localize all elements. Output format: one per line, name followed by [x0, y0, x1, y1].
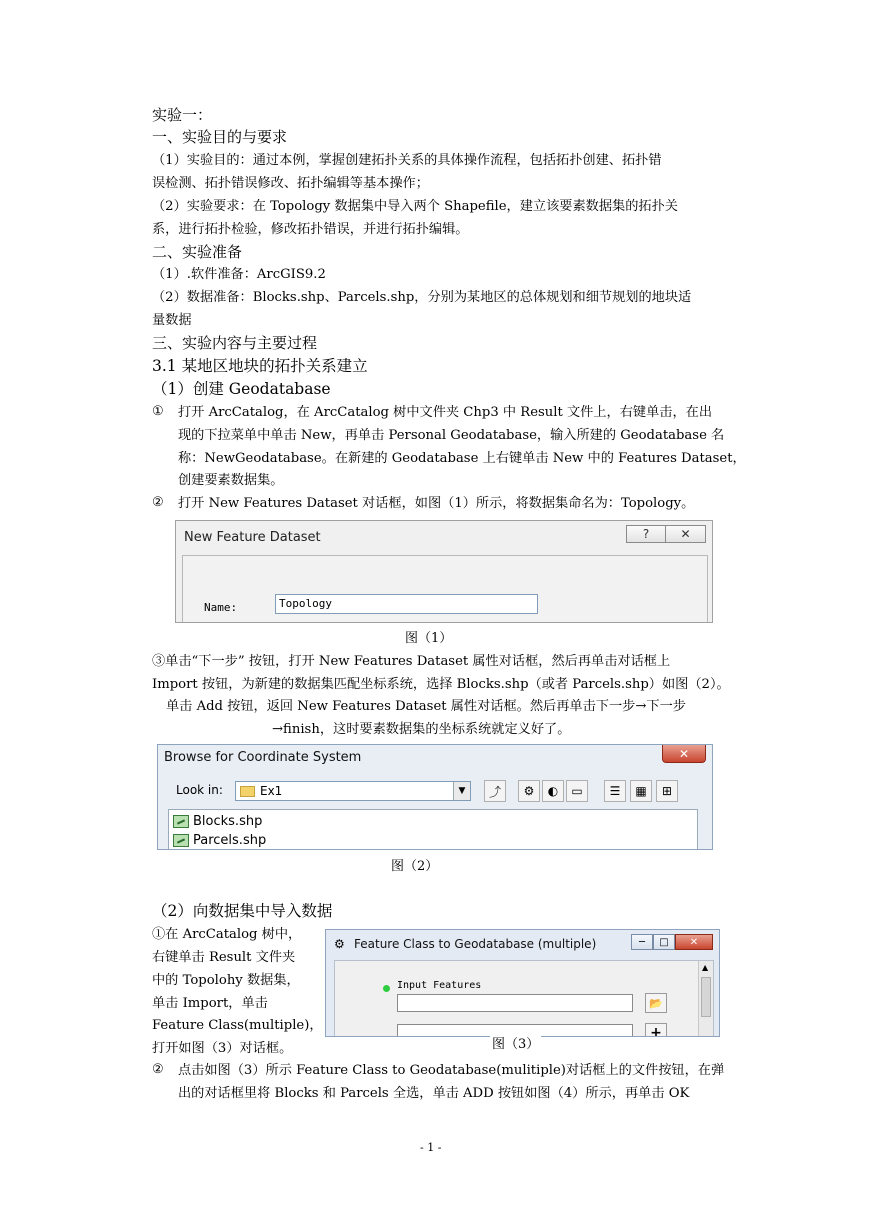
window-buttons: [631, 934, 713, 950]
close-button[interactable]: ✕: [662, 745, 706, 763]
look-in-value: Ex1: [260, 784, 283, 798]
look-in-label: Look in:: [176, 783, 223, 797]
name-label: Name:: [204, 601, 238, 614]
section-1-heading: 一、实验目的与要求: [152, 128, 288, 146]
maximize-button[interactable]: □: [653, 934, 675, 950]
dialog-title: Browse for Coordinate System: [164, 750, 362, 765]
step-3-line-1: ③单击“下一步” 按钮，打开 New Features Dataset 属性对话框，然后再单击对话框上: [152, 654, 671, 669]
shapefile-icon: [173, 815, 189, 828]
name-input[interactable]: Topology: [275, 594, 538, 614]
close-button[interactable]: ✕: [675, 934, 713, 950]
required-indicator-icon: [383, 985, 390, 992]
s3-subheading-2: （2）向数据集中导入数据: [152, 902, 333, 920]
scroll-up-icon[interactable]: ▲: [702, 963, 709, 972]
step-3-line-4: →finish，这时要素数据集的坐标系统就定义好了。: [272, 722, 571, 737]
s3-subheading-1: （1）创建 Geodatabase: [152, 380, 331, 398]
s2-data-line-1: （2）数据准备：Blocks.shp、Parcels.shp，分别为某地区的总体规划和细节规划的地块适: [152, 290, 692, 305]
feature-class-to-geodatabase-dialog: [325, 929, 720, 1037]
s2-software: （1）.软件准备：ArcGIS9.2: [152, 267, 326, 282]
scrollbar[interactable]: [698, 961, 713, 1037]
details-view-icon[interactable]: ▦: [630, 780, 652, 802]
s1-paragraph-2-line-1: （2）实验要求：在 Topology 数据集中导入两个 Shapefile，建立该要素数据集的拓扑关: [152, 199, 678, 214]
step-5-marker: ②: [152, 1062, 164, 1077]
s1-paragraph-1-line-1: （1）实验目的：通过本例，掌握创建拓扑关系的具体操作流程，包括拓扑创建、拓扑错: [152, 153, 662, 168]
help-button[interactable]: ?: [626, 525, 666, 543]
connect-folder-icon[interactable]: ⚙: [518, 780, 540, 802]
section-2-heading: 二、实验准备: [152, 243, 243, 261]
thumbnail-view-icon[interactable]: ⊞: [656, 780, 678, 802]
window-buttons: [626, 525, 706, 543]
side-text-line-1: ①在 ArcCatalog 树中，: [152, 927, 302, 942]
new-feature-dataset-dialog: [175, 520, 713, 623]
step-3-line-3: 单击 Add 按钮，返回 New Features Dataset 属性对话框。然后再单击下一步→下一步: [166, 699, 686, 714]
tool-icon: ⚙: [334, 937, 345, 951]
up-folder-icon[interactable]: ⤴: [484, 780, 506, 802]
step-1-line-1: 打开 ArcCatalog，在 ArcCatalog 树中文件夹 Chp3 中 Result 文件上，右键单击，在出: [178, 405, 713, 420]
side-text-line-6: 打开如图（3）对话框。: [152, 1041, 293, 1056]
file-name: Blocks.shp: [193, 814, 263, 829]
side-text-line-3: 中的 Topolohy 数据集，: [152, 973, 300, 988]
input-features-field[interactable]: [397, 994, 633, 1012]
file-item-blocks[interactable]: [173, 814, 262, 829]
shapefile-icon: [173, 834, 189, 847]
list-view-icon[interactable]: ☰: [604, 780, 626, 802]
step-1-line-2: 现的下拉菜单中单击 New，再单击 Personal Geodatabase，输入所建的 Geodatabase 名: [178, 428, 725, 443]
input-features-label: Input Features: [397, 980, 482, 991]
add-button[interactable]: +: [645, 1023, 667, 1037]
page-number: - 1 -: [420, 1141, 442, 1154]
new-folder-icon[interactable]: ▭: [566, 780, 588, 802]
file-list: [168, 809, 698, 850]
dialog-title: New Feature Dataset: [184, 530, 321, 545]
browse-coordinate-system-dialog: [157, 744, 713, 850]
close-button[interactable]: ✕: [666, 525, 706, 543]
file-item-parcels[interactable]: [173, 833, 266, 848]
s2-data-line-2: 量数据: [152, 313, 192, 328]
folder-icon: [240, 786, 255, 797]
s1-paragraph-2-line-2: 系，进行拓扑检验，修改拓扑错误，并进行拓扑编辑。: [152, 222, 469, 237]
step-1-line-3: 称：NewGeodatabase。在新建的 Geodatabase 上右键单击 New 中的 Features Dataset，: [178, 451, 746, 466]
step-1-marker: ①: [152, 404, 164, 419]
side-text-line-2: 右键单击 Result 文件夹: [152, 950, 296, 965]
s3-subheading: 3.1 某地区地块的拓扑关系建立: [152, 357, 368, 375]
side-text-line-4: 单击 Import，单击: [152, 996, 268, 1011]
dialog-title: Feature Class to Geodatabase (multiple): [354, 937, 597, 951]
scroll-thumb[interactable]: [701, 977, 711, 1017]
side-text-line-5: Feature Class(multiple)，: [152, 1018, 323, 1033]
section-3-heading: 三、实验内容与主要过程: [152, 334, 318, 352]
doc-title: 实验一：: [152, 106, 213, 124]
figure-3-caption: 图（3）: [490, 1033, 541, 1052]
figure-2-caption: 图（2）: [391, 859, 439, 874]
look-in-select[interactable]: [235, 781, 471, 801]
tool-panel: [334, 960, 714, 1037]
file-name: Parcels.shp: [193, 833, 267, 848]
s1-paragraph-1-line-2: 误检测、拓扑错误修改、拓扑编辑等基本操作；: [152, 176, 429, 191]
step-5-line-1: 点击如图（3）所示 Feature Class to Geodatabase(mulitiple)对话框上的文件按钮，在弹: [178, 1063, 725, 1078]
step-2-line-1: 打开 New Features Dataset 对话框，如图（1）所示，将数据集命名为：Topology。: [178, 496, 695, 511]
figure-1-caption: 图（1）: [405, 631, 453, 646]
step-2-marker: ②: [152, 495, 164, 510]
open-folder-icon[interactable]: 📂: [645, 993, 667, 1013]
step-3-line-2: Import 按钮，为新建的数据集匹配坐标系统，选择 Blocks.shp（或者 Parcels.shp）如图（2）。: [152, 677, 730, 692]
disconnect-folder-icon[interactable]: ◐: [542, 780, 564, 802]
chevron-down-icon[interactable]: ▼: [453, 782, 470, 800]
minimize-button[interactable]: ─: [631, 934, 653, 950]
step-5-line-2: 出的对话框里将 Blocks 和 Parcels 全选，单击 ADD 按钮如图（4）所示，再单击 OK: [178, 1086, 690, 1101]
step-1-line-4: 创建要素数据集。: [178, 473, 284, 488]
